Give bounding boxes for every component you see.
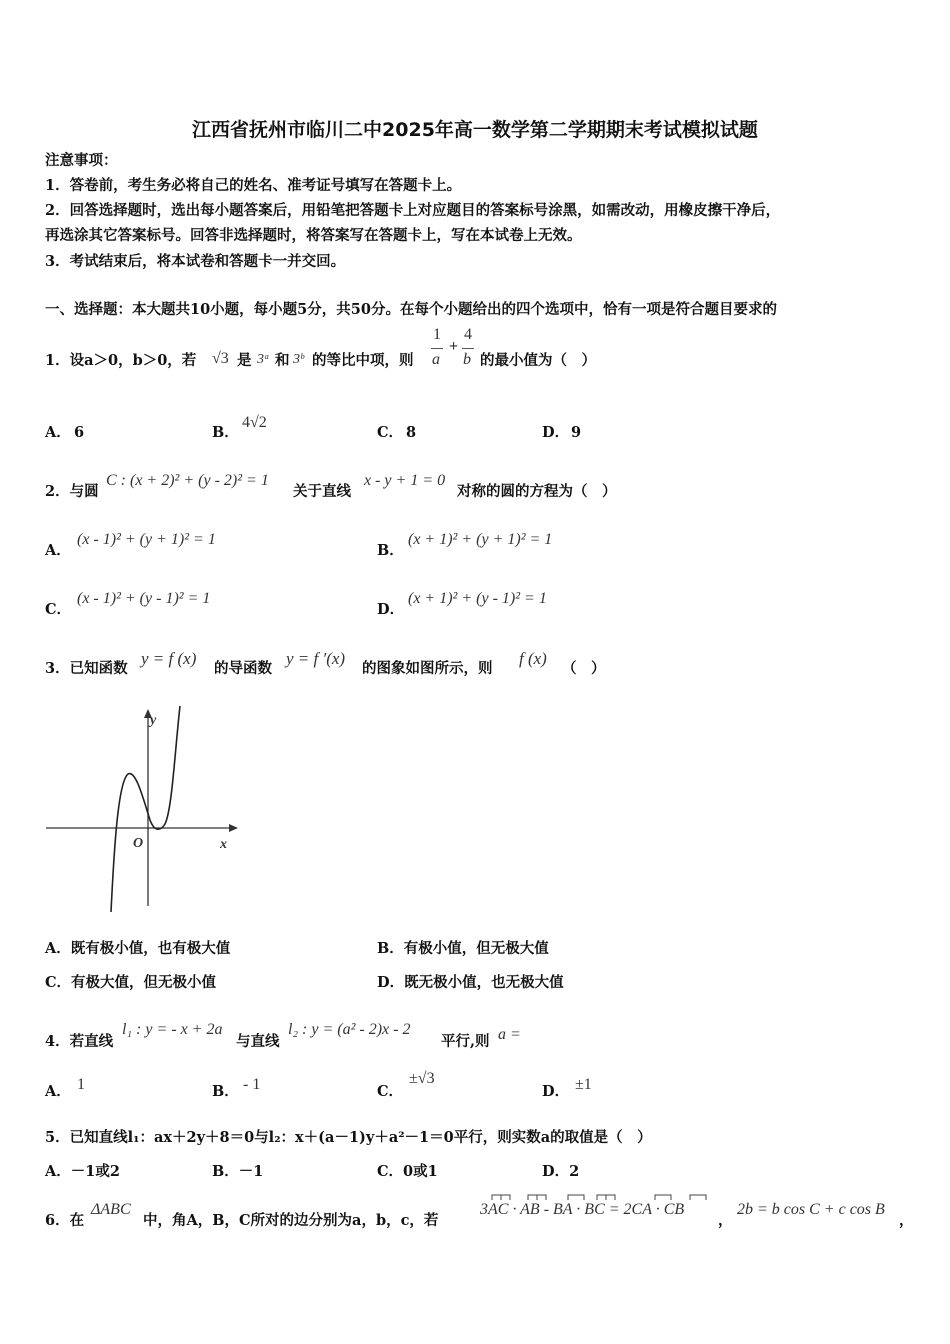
graph-x-label: x xyxy=(220,837,227,852)
q2-text-a: 2．与圆 xyxy=(45,483,99,500)
q3-option-b xyxy=(377,940,549,958)
q2-option-d-label: D． xyxy=(377,601,405,618)
q2-option-c-value: (x - 1)² + (y - 1)² = 1 xyxy=(77,590,211,607)
q4-option-b-value: - 1 xyxy=(243,1076,261,1093)
q1-frac2-bar xyxy=(462,348,474,349)
q3-text-d: （ ） xyxy=(562,660,606,677)
q3-option-a xyxy=(45,940,230,958)
q4-option-c-label: C． xyxy=(377,1083,404,1100)
q4-text-b: 与直线 xyxy=(236,1033,280,1050)
q6-text-c: ， xyxy=(718,1212,733,1229)
q3-derivative: y = f ′(x) xyxy=(286,649,346,668)
q1-frac2-den: b xyxy=(463,351,471,368)
q5-option-a xyxy=(45,1163,120,1181)
q1-option-d-value: 9 xyxy=(571,424,582,441)
q1-text-e: 的最小值为（ ） xyxy=(480,352,596,369)
notice-item-1: 1．答卷前，考生务必将自己的姓名、准考证号填写在答题卡上。 xyxy=(45,177,462,194)
q1-option-b-value: 4√2 xyxy=(242,414,267,431)
graph-derivative-curve xyxy=(111,706,180,912)
q3-option-d-label: D． xyxy=(377,974,405,991)
q5-option-c xyxy=(377,1163,438,1181)
q6-text-b: 中，角A，B，C所对的边分别为a，b，c，若 xyxy=(143,1212,439,1229)
q1-3b: 3ᵇ xyxy=(293,352,304,367)
q2-option-b-value: (x + 1)² + (y + 1)² = 1 xyxy=(408,531,553,548)
q1-text-a: 1．设a＞0，b＞0，若 xyxy=(45,352,197,369)
q1-text-c: 和 xyxy=(275,352,290,369)
q4-text-c: 平行,则 xyxy=(441,1033,490,1050)
q1-plus: + xyxy=(449,338,459,355)
graph-y-label: y xyxy=(150,713,157,728)
q3-option-b-value: 有极小值，但无极大值 xyxy=(403,940,549,957)
q1-frac2-num: 4 xyxy=(464,326,472,343)
q1-option-a-value: 6 xyxy=(74,424,85,441)
q1-text-d: 的等比中项，则 xyxy=(312,352,414,369)
q3-option-c-value: 有极大值，但无极小值 xyxy=(71,974,217,991)
q3-text-c: 的图象如图所示，则 xyxy=(362,660,493,677)
q6-text-a: 6．在 xyxy=(45,1212,85,1229)
q2-line-eq: x - y + 1 = 0 xyxy=(364,472,446,489)
q3-option-a-label: A． xyxy=(45,940,71,957)
q4-a-equals: a = xyxy=(498,1026,521,1043)
notice-item-2-cont: 再选涂其它答案标号。回答非选择题时，将答案写在答题卡上，写在本试卷上无效。 xyxy=(45,227,582,244)
q5-option-b xyxy=(212,1163,263,1181)
q1-option-b-label: B． xyxy=(212,424,239,441)
q1-frac1-den: a xyxy=(432,351,440,368)
q3-option-d-value: 既无极小值，也无极大值 xyxy=(404,974,564,991)
q5-option-d-value: 2 xyxy=(569,1163,580,1180)
q2-option-b-label: B． xyxy=(377,542,404,559)
vector-arrow-ab xyxy=(528,1195,546,1200)
vector-arrow-bc xyxy=(597,1195,615,1200)
vector-arrow-ac xyxy=(492,1195,510,1200)
graph-x-arrow xyxy=(229,824,238,832)
q5-option-c-value: 0或1 xyxy=(403,1163,438,1180)
q3-option-a-value: 既有极小值，也有极大值 xyxy=(70,940,231,957)
q5-option-a-label: A． xyxy=(45,1163,71,1180)
q5-option-c-label: C． xyxy=(377,1163,404,1180)
notice-item-3: 3．考试结束后，将本试卷和答题卡一并交回。 xyxy=(45,253,346,270)
q5-option-a-value: －1或2 xyxy=(70,1163,120,1180)
q3-option-b-label: B． xyxy=(377,940,404,957)
q6-vector-eq: 3AC · AB - BA · BC = 2CA · CB xyxy=(480,1201,685,1218)
q5-option-b-label: B． xyxy=(212,1163,239,1180)
q5-option-d xyxy=(542,1163,579,1181)
q2-option-d-value: (x + 1)² + (y - 1)² = 1 xyxy=(408,590,547,607)
q4-line1: l₁ : y = - x + 2a xyxy=(122,1021,223,1038)
q1-sqrt3: √3 xyxy=(212,350,229,367)
q3-text-b: 的导函数 xyxy=(214,660,272,677)
q5-option-b-value: －1 xyxy=(238,1163,264,1180)
section-heading: 一、选择题：本大题共10小题，每小题5分，共50分。在每个小题给出的四个选项中，恰有一项是符合题目要求的 xyxy=(45,301,777,318)
q6-cos-eq: 2b = b cos C + c cos B xyxy=(737,1201,885,1218)
q3-option-c-label: C． xyxy=(45,974,72,991)
q2-text-c: 对称的圆的方程为（ ） xyxy=(457,483,617,500)
q3-func: y = f (x) xyxy=(141,649,197,668)
q3-option-d xyxy=(377,974,564,992)
q4-text-a: 4．若直线 xyxy=(45,1033,114,1050)
q5-option-d-label: D． xyxy=(542,1163,570,1180)
q4-line2: l₂ : y = (a² - 2)x - 2 xyxy=(288,1021,411,1038)
q6-text-d: ， xyxy=(899,1212,914,1229)
q2-option-c-label: C． xyxy=(45,601,72,618)
q3-derivative-graph xyxy=(44,700,249,912)
q1-option-c-value: 8 xyxy=(406,424,417,441)
q1-frac1-num: 1 xyxy=(433,326,441,343)
vector-arrow-ca xyxy=(655,1195,671,1200)
q3-option-c xyxy=(45,974,216,992)
q6-vector-arrows xyxy=(480,1193,718,1201)
graph-origin-label: O xyxy=(133,836,144,851)
vector-arrow-cb xyxy=(690,1195,706,1200)
q1-option-a-label: A． xyxy=(45,424,71,441)
q1-text-b: 是 xyxy=(237,352,252,369)
q4-option-b-label: B． xyxy=(212,1083,239,1100)
q5-text: 5．已知直线l₁：ax＋2y＋8＝0与l₂：x＋(a－1)y＋a²－1＝0平行，则实数a的取值是（ ） xyxy=(45,1129,652,1146)
q2-circle-eq: C : (x + 2)² + (y - 2)² = 1 xyxy=(106,472,269,489)
q6-triangle: ΔABC xyxy=(91,1201,131,1218)
q2-option-a-label: A． xyxy=(45,542,71,559)
q1-option-c-label: C． xyxy=(377,424,404,441)
q1-fraction-expr xyxy=(430,326,480,374)
vector-arrow-ba xyxy=(568,1195,584,1200)
q4-option-a-label: A． xyxy=(45,1083,71,1100)
q4-option-d-label: D． xyxy=(542,1083,570,1100)
q1-frac1-bar xyxy=(431,348,443,349)
q4-option-c-value: ±√3 xyxy=(409,1070,435,1087)
q4-option-a-value: 1 xyxy=(77,1076,85,1093)
q2-text-b: 关于直线 xyxy=(293,483,351,500)
q3-text-a: 3．已知函数 xyxy=(45,660,128,677)
notice-heading: 注意事项： xyxy=(45,152,118,169)
q3-fx: f (x) xyxy=(519,649,547,668)
q1-3a: 3ᵃ xyxy=(257,352,270,367)
q1-option-d-label: D． xyxy=(542,424,570,441)
notice-item-2: 2．回答选择题时，选出每小题答案后，用铅笔把答题卡上对应题目的答案标号涂黑，如需改动，用橡皮擦干净后， xyxy=(45,202,781,219)
q2-option-a-value: (x - 1)² + (y + 1)² = 1 xyxy=(77,531,216,548)
page-title: 江西省抚州市临川二中2025年高一数学第二学期期末考试模拟试题 xyxy=(192,119,758,141)
q4-option-d-value: ±1 xyxy=(575,1076,592,1093)
